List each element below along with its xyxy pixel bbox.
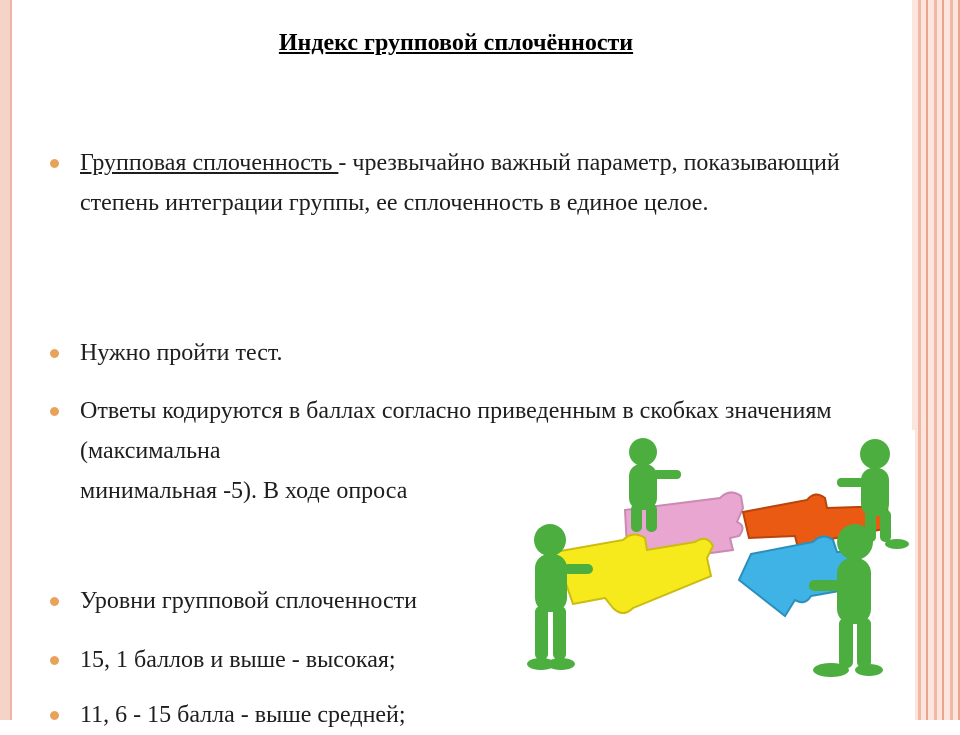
left-border-decoration: [0, 0, 12, 720]
bullet-text: Уровни групповой сплоченности: [80, 588, 417, 614]
puzzle-team-illustration: [515, 430, 915, 720]
bullet-dot: [50, 349, 59, 358]
bullet-test: [50, 333, 900, 373]
bullet-dot: [50, 159, 59, 168]
bullet-text: 15, 1 баллов и выше - высокая;: [80, 647, 396, 673]
bullet-dot: [50, 656, 59, 665]
bullet-dot: [50, 711, 59, 720]
bullet-text: 11, 6 - 15 балла - выше средней;: [80, 702, 406, 728]
scoring-line-2: минимальная -5). В ходе опроса: [80, 478, 408, 504]
bullet-text: Нужно пройти тест.: [80, 340, 283, 366]
bullet-definition: [50, 143, 900, 223]
definition-text: - чрезвычайно важный параметр, показывающий степень интеграции группы, ее сплоченность в единое целое.: [80, 150, 840, 216]
term-label: Групповая сплоченность: [80, 150, 339, 176]
bullet-dot: [50, 597, 59, 606]
puzzle-team-image: [515, 430, 915, 720]
right-border-decoration: [912, 0, 960, 720]
blue-puzzle-piece: [739, 536, 849, 616]
bullet-dot: [50, 407, 59, 416]
scoring-line-1: Ответы кодируются в баллах согласно приведенным в скобках значениям (максимальна: [80, 398, 832, 464]
bullet-text: [80, 143, 900, 223]
slide-title: Индекс групповой сплочённости: [278, 30, 634, 56]
